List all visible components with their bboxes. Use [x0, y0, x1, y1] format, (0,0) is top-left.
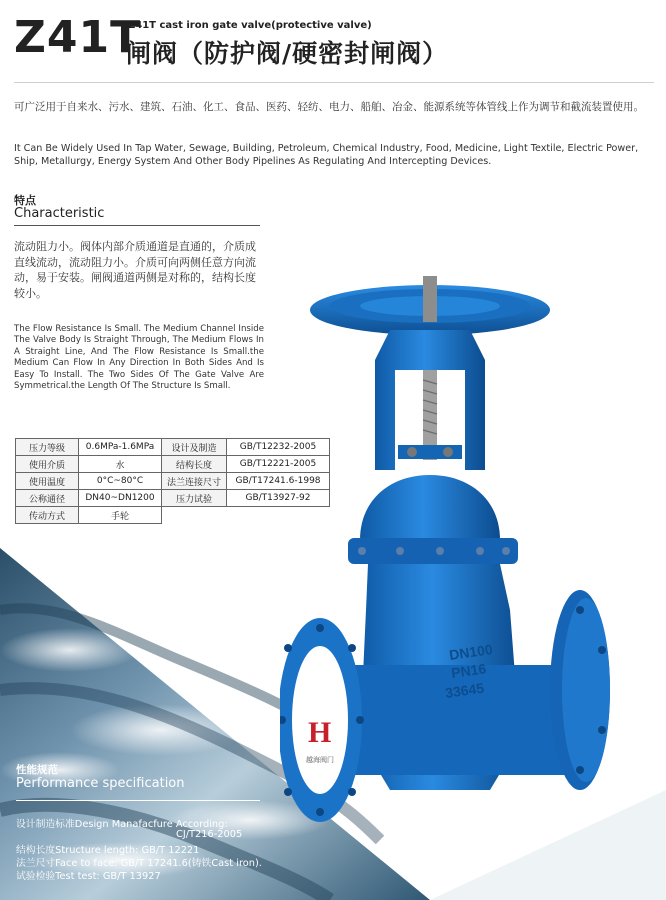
performance-heading-cn: 性能规范 [16, 764, 58, 776]
table-cell: 使用温度 [16, 473, 79, 490]
product-title-cn: 闸阀（防护阀/硬密封闸阀） [126, 39, 449, 68]
table-cell [162, 507, 227, 524]
intro-cn: 可广泛用于自来水、污水、建筑、石油、化工、食品、医药、轻纺、电力、船舶、冶金、能源系统等体管线上作为调节和截流装置使用。 [14, 101, 644, 113]
table-cell: GB/T17241.6-1998 [227, 473, 330, 490]
performance-line-flange: 法兰尺寸Face to face: GB/T 17241.6(铸铁Cast iron). [16, 858, 262, 869]
table-cell: 结构长度 [162, 456, 227, 473]
table-cell: 水 [79, 456, 162, 473]
table-cell: DN40~DN1200 [79, 490, 162, 507]
table-cell: 0°C~80°C [79, 473, 162, 490]
table-cell: 压力试验 [162, 490, 227, 507]
characteristic-divider [14, 225, 260, 226]
table-cell: 传动方式 [16, 507, 79, 524]
characteristic-heading-en: Characteristic [14, 206, 105, 221]
table-cell: GB/T12232-2005 [227, 439, 330, 456]
table-cell: 0.6MPa-1.6MPa [79, 439, 162, 456]
table-cell: 手轮 [79, 507, 162, 524]
gate-valve-image [280, 270, 620, 830]
performance-line-test: 试验检验Test test: GB/T 13927 [16, 871, 161, 882]
table-cell: 公称通径 [16, 490, 79, 507]
valve-code-mark: 33645 [444, 679, 485, 701]
product-model: Z41T [14, 12, 142, 63]
table-cell: GB/T12221-2005 [227, 456, 330, 473]
performance-line-design-std: CJ/T216-2005 [176, 829, 243, 840]
table-cell: 使用介质 [16, 456, 79, 473]
performance-heading-en: Performance specification [16, 776, 185, 791]
intro-en: It Can Be Widely Used In Tap Water, Sewage, Building, Petroleum, Chemical Industry, Food, Medicine, Light Textile, Electric Power, Ship, Metallurgy, Energy System And Other Body Pipelines As Regulating And Intercepting Devices. [14, 143, 639, 167]
brand-logo-icon: H [308, 716, 332, 749]
valve-pn-mark: PN16 [450, 660, 488, 681]
brand-logo-text: 越海阀门 [306, 756, 334, 764]
product-title-en: Z41T cast iron gate valve(protective valve) [128, 20, 372, 31]
table-cell: GB/T13927-92 [227, 490, 330, 507]
header-divider [14, 82, 654, 83]
table-cell: 压力等级 [16, 439, 79, 456]
characteristic-body-cn: 流动阻力小。阀体内部介质通道是直通的，介质成直线流动，流动阻力小。介质可向两侧任意方向流动，易于安装。闸阀通道两侧是对称的，结构长度较小。 [14, 240, 256, 300]
performance-divider [16, 800, 260, 801]
characteristic-heading-cn: 特点 [14, 194, 36, 207]
characteristic-body-en: The Flow Resistance Is Small. The Medium Channel Inside The Valve Body Is Straight Through, The Medium Flows In A Straight Line, And The Flow Resistance Is Small.the Medium Can Flow In Any Direction In Both Sides And Is Easy To Install. The Two Sides Of The Gate Valve Are Symmetrical.the Length Of The Structure Is Small. [14, 324, 264, 392]
table-cell: 设计及制造 [162, 439, 227, 456]
performance-line-design: 设计制造标准Design Manafacfure According: [16, 819, 228, 830]
valve-dn-mark: DN100 [448, 641, 494, 663]
table-cell: 法兰连接尺寸 [162, 473, 227, 490]
performance-line-structure: 结构长度Structure length: GB/T 12221 [16, 845, 200, 856]
